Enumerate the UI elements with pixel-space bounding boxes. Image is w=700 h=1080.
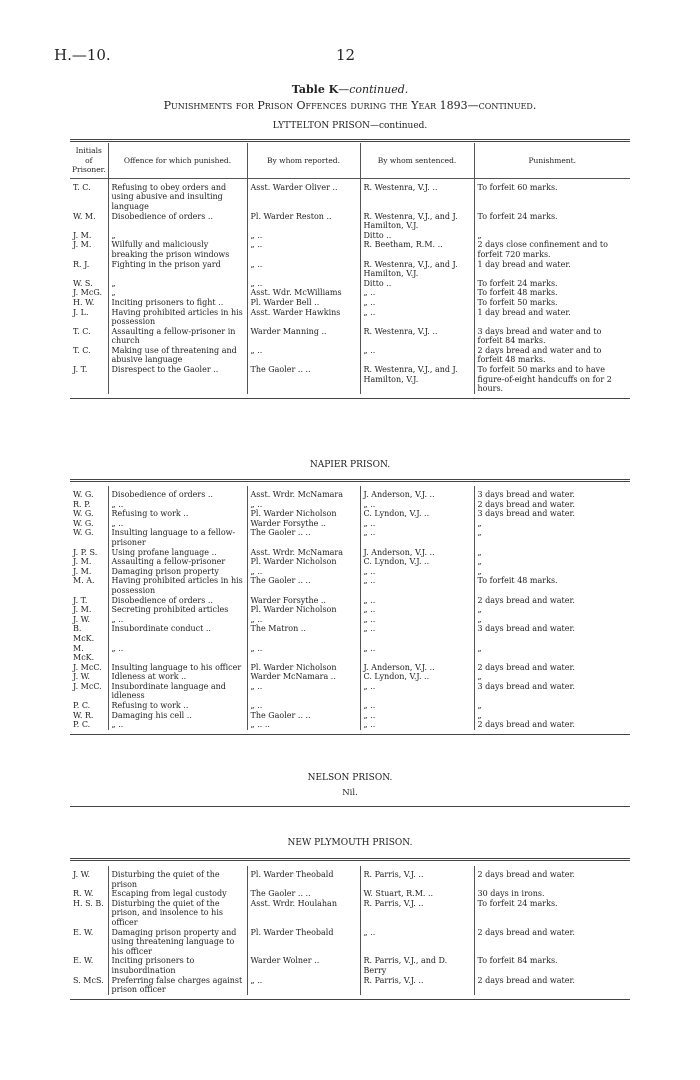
sentenced-by-cell: R. Parris, V.J. ..: [360, 899, 474, 928]
sentenced-by-cell: R. Westenra, V.J., and J. Hamilton, V.J.: [360, 365, 474, 394]
sentenced-by-cell: J. Anderson, V.J. ..: [360, 663, 474, 673]
reported-by-cell: Asst. Wrdr. McNamara: [247, 548, 360, 558]
table-row: [70, 178, 630, 211]
table-row: [70, 644, 630, 663]
punishment-cell: 3 days bread and water.: [474, 624, 630, 643]
sentenced-by-cell: R. Westenra, V.J., and J. Hamilton, V.J.: [360, 212, 474, 231]
initials-cell: R. J.: [73, 259, 90, 269]
offence-cell: Disrespect to the Gaoler ..: [108, 365, 247, 394]
reported-by-cell: Warder McNamara ..: [247, 672, 360, 682]
initials-cell: E. W.: [73, 927, 94, 937]
column-header: Offence for which punished.: [108, 143, 247, 178]
punishment-cell: 2 days bread and water.: [474, 500, 630, 510]
reported-by-cell: The Gaoler .. ..: [247, 576, 360, 595]
offence-cell: Idleness at work ..: [108, 672, 247, 682]
offence-cell: Inciting prisoners to insubordination: [108, 956, 247, 975]
section-title-nelson: NELSON PRISON.: [307, 773, 393, 783]
sentenced-by-cell: R. Westenra, V.J. ..: [360, 327, 474, 346]
sentenced-by-cell: J. Anderson, V.J. ..: [360, 548, 474, 558]
offence-cell: Disturbing the quiet of the prison, and insolence to his officer: [108, 899, 247, 928]
initials-cell: E. W.: [73, 956, 94, 966]
table-row: [70, 701, 630, 711]
sentenced-by-cell: Ditto ..: [360, 231, 474, 241]
initials-cell: S. McS.: [73, 975, 104, 985]
sentenced-by-cell: C. Lyndon, V.J. ..: [360, 672, 474, 682]
sentenced-by-cell: R. Westenra, V.J., and J. Hamilton, V.J.: [360, 260, 474, 279]
punishment-cell: To forfeit 50 marks.: [474, 298, 630, 308]
table-row: [70, 615, 630, 625]
offence-cell: Making use of threatening and abusive language: [108, 346, 247, 365]
punishment-cell: 3 days bread and water and to forfeit 84 marks.: [474, 327, 630, 346]
punishment-cell: „: [474, 548, 630, 558]
table-subtitle: Punishments for Prison Offences during the Year 1893—continued.: [163, 99, 537, 112]
section-top-rule: [70, 139, 630, 142]
initials-cell: J. P. S.: [73, 547, 98, 557]
punishment-cell: 2 days bread and water.: [474, 928, 630, 957]
initials-cell: J. M.: [73, 240, 92, 250]
table-row: [70, 212, 630, 231]
sentenced-by-cell: R. Westenra, V.J. ..: [360, 178, 474, 211]
reported-by-cell: „ ..: [247, 346, 360, 365]
initials-cell: W. M.: [73, 211, 96, 221]
initials-cell: H. S. B.: [73, 898, 104, 908]
reported-by-cell: „ ..: [247, 231, 360, 241]
table-row: [70, 231, 630, 241]
punishment-cell: To forfeit 24 marks.: [474, 899, 630, 928]
reported-by-cell: „ ..: [247, 279, 360, 289]
reported-by-cell: The Matron ..: [247, 624, 360, 643]
initials-cell: W. R.: [73, 710, 94, 720]
punishment-cell: 2 days bread and water.: [474, 720, 630, 730]
offence-cell: Damaging prison property and using threatening language to his officer: [108, 928, 247, 957]
table-row: [70, 486, 630, 500]
table-row: [70, 596, 630, 606]
sentenced-by-cell: „ ..: [360, 308, 474, 327]
offence-cell: Assaulting a fellow-prisoner: [108, 557, 247, 567]
reported-by-cell: The Gaoler .. ..: [247, 889, 360, 899]
table-name: Table K: [291, 83, 339, 96]
punishment-cell: 1 day bread and water.: [474, 260, 630, 279]
punishments-table-napier: [70, 486, 630, 730]
punishment-cell: „: [474, 605, 630, 615]
section-bottom-rule: [70, 398, 630, 399]
offence-cell: Refusing to obey orders and using abusive and insulting language: [108, 178, 247, 211]
section-nil-nelson: Nil.: [342, 788, 358, 798]
table-row: [70, 576, 630, 595]
initials-cell: T. C.: [73, 326, 91, 336]
section-bottom-rule: [70, 806, 630, 807]
initials-cell: J. McC.: [73, 662, 102, 672]
offence-cell: Damaging his cell ..: [108, 711, 247, 721]
table-row: [70, 956, 630, 975]
reported-by-cell: Pl. Warder Reston ..: [247, 212, 360, 231]
table-title-suffix: —continued.: [338, 83, 409, 96]
sentenced-by-cell: „ ..: [360, 596, 474, 606]
reported-by-cell: The Gaoler .. ..: [247, 711, 360, 721]
table-row: [70, 528, 630, 547]
offence-cell: Disobedience of orders ..: [108, 486, 247, 500]
initials-cell: W. G.: [73, 518, 94, 528]
sentenced-by-cell: „ ..: [360, 528, 474, 547]
punishment-cell: „: [474, 711, 630, 721]
section-title-new-plymouth: NEW PLYMOUTH PRISON.: [287, 838, 413, 848]
table-row: [70, 605, 630, 615]
reported-by-cell: „ ..: [247, 701, 360, 711]
sentenced-by-cell: „ ..: [360, 346, 474, 365]
sentenced-by-cell: „ ..: [360, 615, 474, 625]
offence-cell: „: [108, 288, 247, 298]
initials-cell: J. T.: [73, 595, 88, 605]
column-header: Punishment.: [474, 143, 630, 178]
reported-by-cell: Pl. Warder Bell ..: [247, 298, 360, 308]
table-row: [70, 279, 630, 289]
punishment-cell: 2 days bread and water.: [474, 866, 630, 889]
initials-cell: T. C.: [73, 345, 91, 355]
table-row: [70, 500, 630, 510]
sentenced-by-cell: „ ..: [360, 605, 474, 615]
offence-cell: „: [108, 231, 247, 241]
punishment-cell: To forfeit 24 marks.: [474, 212, 630, 231]
table-header-row: [70, 143, 630, 178]
table-row: [70, 260, 630, 279]
initials-cell: W. G.: [73, 509, 94, 519]
table-row: [70, 557, 630, 567]
table-row: [70, 682, 630, 701]
initials-cell: J. W.: [73, 870, 91, 879]
initials-cell: P. C.: [73, 720, 91, 730]
punishment-cell: To forfeit 84 marks.: [474, 956, 630, 975]
sentenced-by-cell: „ ..: [360, 298, 474, 308]
section-top-rule: [70, 858, 630, 861]
table-row: [70, 327, 630, 346]
reported-by-cell: „ ..: [247, 644, 360, 663]
initials-cell: J. McC.: [73, 681, 102, 691]
punishment-cell: „: [474, 672, 630, 682]
column-header: By whom reported.: [247, 143, 360, 178]
table-row: [70, 308, 630, 327]
punishment-cell: 3 days bread and water.: [474, 509, 630, 519]
punishment-cell: „: [474, 519, 630, 529]
table-row: [70, 519, 630, 529]
punishment-cell: „: [474, 557, 630, 567]
column-header: By whom sentenced.: [360, 143, 474, 178]
table-row: [70, 567, 630, 577]
initials-cell: J. McG.: [73, 288, 102, 298]
offence-cell: „ ..: [108, 720, 247, 730]
reported-by-cell: „ ..: [247, 615, 360, 625]
offence-cell: „ ..: [108, 519, 247, 529]
sentenced-by-cell: J. Anderson, V.J. ..: [360, 486, 474, 500]
punishment-cell: To forfeit 24 marks.: [474, 279, 630, 289]
offence-cell: Escaping from legal custody: [108, 889, 247, 899]
table-row: [70, 298, 630, 308]
sentenced-by-cell: R. Beetham, R.M. ..: [360, 240, 474, 259]
table-row: [70, 889, 630, 899]
punishment-cell: 1 day bread and water.: [474, 308, 630, 327]
reported-by-cell: Asst. Warder Oliver ..: [247, 178, 360, 211]
offence-cell: „: [108, 279, 247, 289]
sentenced-by-cell: C. Lyndon, V.J. ..: [360, 509, 474, 519]
table-title: [0, 83, 700, 96]
reported-by-cell: Pl. Warder Nicholson: [247, 557, 360, 567]
offence-cell: Refusing to work ..: [108, 701, 247, 711]
section-title-lyttelton: LYTTELTON PRISON—continued.: [272, 121, 428, 131]
punishment-cell: „: [474, 615, 630, 625]
sentenced-by-cell: „ ..: [360, 701, 474, 711]
table-row: [70, 663, 630, 673]
table-row: [70, 509, 630, 519]
sentenced-by-cell: „ ..: [360, 720, 474, 730]
punishment-cell: 30 days in irons.: [474, 889, 630, 899]
initials-cell: J. M.: [73, 566, 92, 576]
reported-by-cell: Pl. Warder Theobald: [247, 928, 360, 957]
reported-by-cell: Asst. Wdr. McWilliams: [247, 288, 360, 298]
punishment-cell: 2 days close confinement and to forfeit 720 marks.: [474, 240, 630, 259]
reported-by-cell: The Gaoler .. ..: [247, 528, 360, 547]
table-row: [70, 288, 630, 298]
offence-cell: Assaulting a fellow-prisoner in church: [108, 327, 247, 346]
document-reference: H.—10.: [54, 46, 111, 64]
initials-cell: J. L.: [73, 307, 89, 317]
initials-cell: J. M.: [73, 557, 92, 567]
sentenced-by-cell: „ ..: [360, 624, 474, 643]
initials-cell: R. P.: [73, 499, 91, 509]
section-title-napier: NAPIER PRISON.: [309, 460, 391, 470]
initials-cell: J. M.: [73, 230, 92, 240]
punishment-cell: „: [474, 644, 630, 663]
offence-cell: Using profane language ..: [108, 548, 247, 558]
section-bottom-rule: [70, 734, 630, 735]
sentenced-by-cell: „ ..: [360, 500, 474, 510]
sentenced-by-cell: „ ..: [360, 567, 474, 577]
initials-cell: M. A.: [73, 576, 95, 586]
offence-cell: Damaging prison property: [108, 567, 247, 577]
reported-by-cell: Pl. Warder Theobald: [247, 866, 360, 889]
table-row: [70, 548, 630, 558]
initials-cell: W. S.: [73, 278, 93, 288]
offence-cell: Insubordinate language and idleness: [108, 682, 247, 701]
offence-cell: Having prohibited articles in his possession: [108, 576, 247, 595]
offence-cell: Insubordinate conduct ..: [108, 624, 247, 643]
initials-cell: W. G.: [73, 528, 94, 538]
offence-cell: Inciting prisoners to fight ..: [108, 298, 247, 308]
punishment-cell: „: [474, 701, 630, 711]
punishment-cell: To forfeit 48 marks.: [474, 576, 630, 595]
sentenced-by-cell: „ ..: [360, 682, 474, 701]
offence-cell: Insulting language to a fellow-prisoner: [108, 528, 247, 547]
offence-cell: Disobedience of orders ..: [108, 596, 247, 606]
sentenced-by-cell: R. Parris, V.J., and D. Berry: [360, 956, 474, 975]
table-row: [70, 720, 630, 730]
punishment-cell: To forfeit 48 marks.: [474, 288, 630, 298]
table-row: [70, 711, 630, 721]
table-row: [70, 928, 630, 957]
offence-cell: Insulting language to his officer: [108, 663, 247, 673]
initials-cell: B. McK.: [73, 624, 95, 643]
column-header: Initials of Prisoner.: [70, 143, 108, 178]
punishment-cell: 3 days bread and water.: [474, 682, 630, 701]
sentenced-by-cell: „ ..: [360, 576, 474, 595]
table-row: [70, 346, 630, 365]
table-row: [70, 976, 630, 995]
reported-by-cell: Warder Forsythe ..: [247, 519, 360, 529]
initials-cell: W. G.: [73, 490, 94, 499]
table-row: [70, 672, 630, 682]
initials-cell: J. T.: [73, 365, 88, 375]
reported-by-cell: „ .. ..: [247, 720, 360, 730]
offence-cell: „ ..: [108, 615, 247, 625]
page-number: 12: [336, 46, 356, 64]
reported-by-cell: Warder Wolner ..: [247, 956, 360, 975]
table-row: [70, 240, 630, 259]
table-row: [70, 365, 630, 394]
offence-cell: Having prohibited articles in his possession: [108, 308, 247, 327]
table-row: [70, 866, 630, 889]
sentenced-by-cell: W. Stuart, R.M. ..: [360, 889, 474, 899]
punishment-cell: „: [474, 567, 630, 577]
sentenced-by-cell: „ ..: [360, 711, 474, 721]
punishment-cell: 3 days bread and water.: [474, 486, 630, 500]
sentenced-by-cell: C. Lyndon, V.J. ..: [360, 557, 474, 567]
initials-cell: J. W.: [73, 614, 91, 624]
reported-by-cell: „ ..: [247, 500, 360, 510]
initials-cell: M. McK.: [73, 643, 95, 663]
offence-cell: Secreting prohibited articles: [108, 605, 247, 615]
initials-cell: J. W.: [73, 672, 91, 682]
offence-cell: Wilfully and maliciously breaking the prison windows: [108, 240, 247, 259]
sentenced-by-cell: R. Parris, V.J. ..: [360, 866, 474, 889]
reported-by-cell: Pl. Warder Nicholson: [247, 509, 360, 519]
reported-by-cell: Pl. Warder Nicholson: [247, 605, 360, 615]
punishment-cell: „: [474, 231, 630, 241]
section-top-rule: [70, 479, 630, 482]
offence-cell: „ ..: [108, 500, 247, 510]
offence-cell: Fighting in the prison yard: [108, 260, 247, 279]
punishment-cell: 2 days bread and water and to forfeit 48 marks.: [474, 346, 630, 365]
reported-by-cell: The Gaoler .. ..: [247, 365, 360, 394]
reported-by-cell: Asst. Warder Hawkins: [247, 308, 360, 327]
sentenced-by-cell: „ ..: [360, 288, 474, 298]
punishments-table-lyttelton: [70, 143, 630, 394]
sentenced-by-cell: „ ..: [360, 644, 474, 663]
initials-cell: H. W.: [73, 297, 95, 307]
reported-by-cell: „ ..: [247, 682, 360, 701]
punishments-table-new-plymouth: [70, 866, 630, 995]
table-row: [70, 899, 630, 928]
punishment-cell: 2 days bread and water.: [474, 663, 630, 673]
punishment-cell: To forfeit 50 marks and to have figure-of-eight handcuffs on for 2 hours.: [474, 365, 630, 394]
initials-cell: R. W.: [73, 889, 94, 899]
reported-by-cell: Asst. Wrdr. Houlahan: [247, 899, 360, 928]
offence-cell: Disobedience of orders ..: [108, 212, 247, 231]
offence-cell: Refusing to work ..: [108, 509, 247, 519]
punishment-cell: „: [474, 528, 630, 547]
reported-by-cell: „ ..: [247, 567, 360, 577]
reported-by-cell: Warder Manning ..: [247, 327, 360, 346]
offence-cell: Disturbing the quiet of the prison: [108, 866, 247, 889]
punishment-cell: To forfeit 60 marks.: [474, 178, 630, 211]
reported-by-cell: „ ..: [247, 260, 360, 279]
initials-cell: T. C.: [73, 182, 91, 192]
sentenced-by-cell: R. Parris, V.J. ..: [360, 976, 474, 995]
table-row: [70, 624, 630, 643]
initials-cell: P. C.: [73, 701, 91, 711]
punishment-cell: 2 days bread and water.: [474, 596, 630, 606]
punishment-cell: 2 days bread and water.: [474, 976, 630, 995]
initials-cell: J. M.: [73, 605, 92, 615]
offence-cell: Preferring false charges against prison officer: [108, 976, 247, 995]
reported-by-cell: Asst. Wrdr. McNamara: [247, 486, 360, 500]
reported-by-cell: „ ..: [247, 240, 360, 259]
sentenced-by-cell: „ ..: [360, 519, 474, 529]
sentenced-by-cell: Ditto ..: [360, 279, 474, 289]
section-bottom-rule: [70, 999, 630, 1000]
sentenced-by-cell: „ ..: [360, 928, 474, 957]
reported-by-cell: Warder Forsythe ..: [247, 596, 360, 606]
reported-by-cell: „ ..: [247, 976, 360, 995]
offence-cell: „ ..: [108, 644, 247, 663]
reported-by-cell: Pl. Warder Nicholson: [247, 663, 360, 673]
